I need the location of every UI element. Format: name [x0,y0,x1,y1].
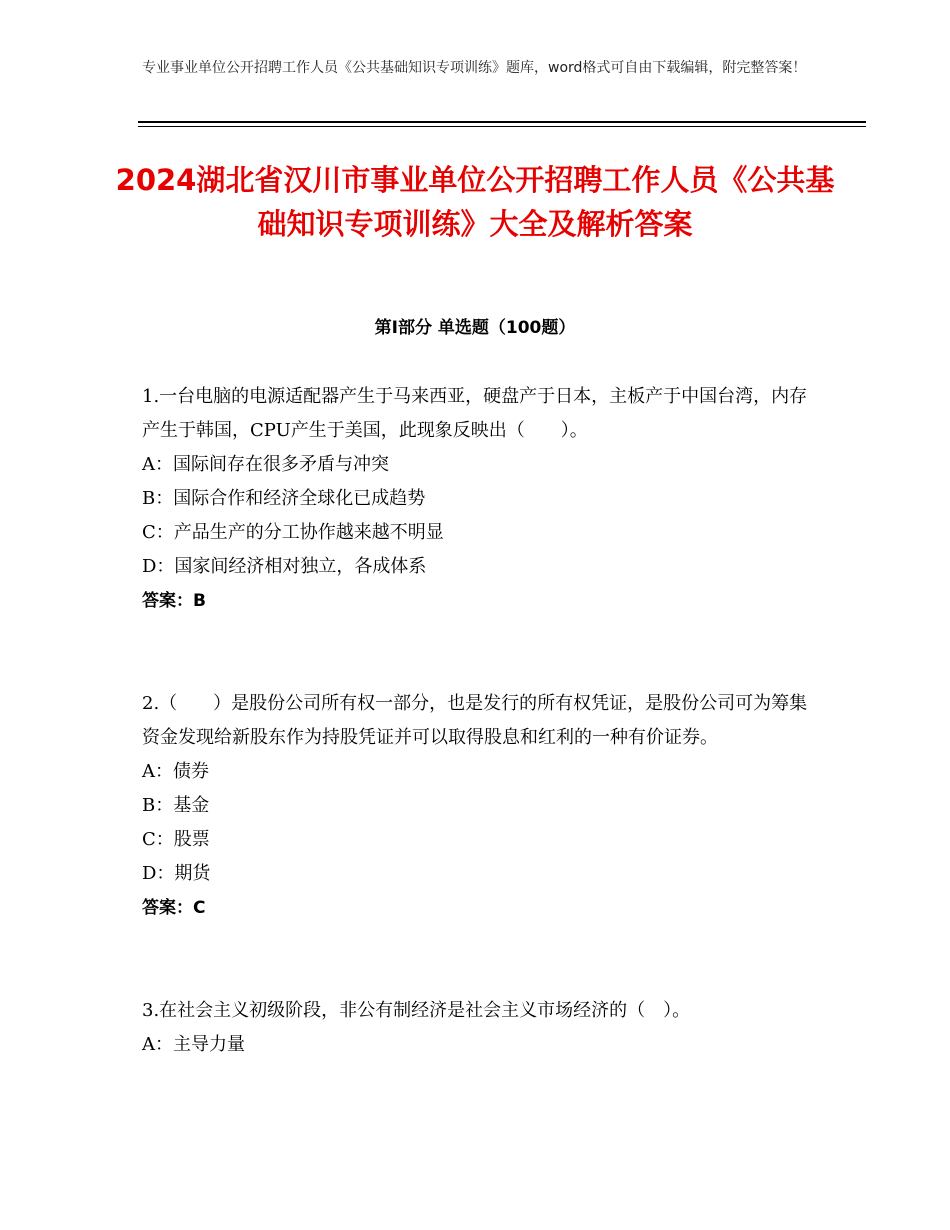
option-a: A：债券 [142,761,209,782]
question-stem: 2.（ ）是股份公司所有权一部分，也是发行的所有权凭证，是股份公司可为筹集资金发现给新股东作为持股凭证并可以取得股息和红利的一种有价证券。 [142,693,808,748]
question-stem: 3.在社会主义初级阶段，非公有制经济是社会主义市场经济的（ ）。 [142,1000,691,1021]
question-1 [142,380,812,618]
option-a: A：主导力量 [142,1034,245,1055]
option-b: B：基金 [142,795,210,816]
answer-line: 答案：B [142,591,206,611]
option-a: A：国际间存在很多矛盾与冲突 [142,454,389,475]
option-d: D：国家间经济相对独立，各成体系 [142,556,427,577]
section-heading: 第Ⅰ部分 单选题（100题） [374,318,576,338]
option-c: C：股票 [142,829,210,850]
option-b: B：国际合作和经济全球化已成趋势 [142,488,426,509]
option-d: D：期货 [142,863,211,884]
question-stem: 1.一台电脑的电源适配器产生于马来西亚，硬盘产于日本，主板产于中国台湾，内存产生于韩国，CPU产生于美国，此现象反映出（ ）。 [142,386,808,441]
question-2 [142,687,812,925]
header-note: 专业事业单位公开招聘工作人员《公共基础知识专项训练》题库，word格式可自由下载编辑，附完整答案！ [142,60,807,76]
header-rule-thin [138,126,866,127]
header-rule-thick [138,121,866,123]
answer-line: 答案：C [142,898,206,918]
option-c: C：产品生产的分工协作越来越不明显 [142,522,444,543]
question-3 [142,994,812,1062]
document-title: 2024湖北省汉川市事业单位公开招聘工作人员《公共基础知识专项训练》大全及解析答案 [115,163,835,241]
